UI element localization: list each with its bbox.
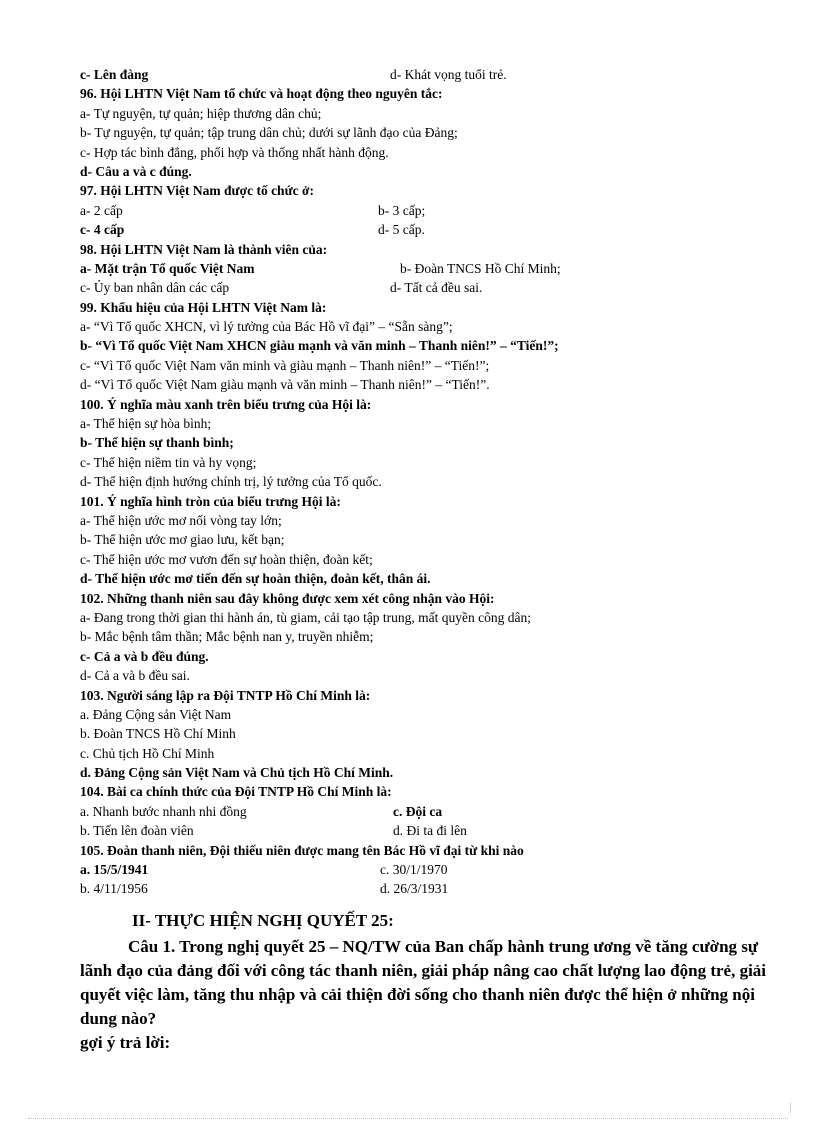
text-line xyxy=(80,278,770,297)
line-text: d- Thể hiện ước mơ tiến đến sự hoàn thiện, đoàn kết, thân ái. xyxy=(80,571,431,587)
line-text: 104. Bài ca chính thức của Đội TNTP Hồ Chí Minh là: xyxy=(80,784,392,800)
line-text: d- Câu a và c đúng. xyxy=(80,163,192,179)
text-line xyxy=(80,569,770,588)
document-page xyxy=(80,65,770,1055)
text-line xyxy=(80,65,770,84)
text-line xyxy=(80,763,770,782)
text-line xyxy=(80,589,770,608)
line-text-second-column: c. 30/1/1970 xyxy=(380,862,448,878)
text-line xyxy=(80,201,770,220)
text-line xyxy=(80,608,770,627)
line-text: a. Đảng Cộng sản Việt Nam xyxy=(80,706,232,722)
question-list xyxy=(80,65,770,899)
line-text: 105. Đoàn thanh niên, Đội thiếu niên được mang tên Bác Hồ vĩ đại từ khi nào xyxy=(80,842,524,858)
line-text: c- “Vì Tổ quốc Việt Nam văn minh và giàu mạnh – Thanh niên!” – “Tiến!”; xyxy=(80,357,490,373)
line-text-second-column: d- Tất cả đều sai. xyxy=(390,280,483,296)
line-text: a- Thể hiện ước mơ nối vòng tay lớn; xyxy=(80,512,282,528)
question-paragraph: Câu 1. Trong nghị quyết 25 – NQ/TW của Ban chấp hành trung ương về tăng cường sự lãnh đạo của đảng đối với công tác thanh niên, giải pháp nâng cao chất lượng lao động trẻ, giải quyết việc làm, tăng thu nhập và cải thiện đời sống cho thanh niên được thể hiện ở những nội dung nào? xyxy=(80,936,767,1028)
text-line xyxy=(80,298,770,317)
text-line xyxy=(80,666,770,685)
line-text: c- Lên đàng xyxy=(80,67,149,82)
text-line xyxy=(80,240,770,259)
answer-hint: gợi ý trả lời: xyxy=(80,1032,171,1052)
text-line xyxy=(80,104,770,123)
line-text: c- Thể hiện niềm tin và hy vọng; xyxy=(80,454,257,470)
line-text-second-column: d. 26/3/1931 xyxy=(380,881,449,897)
text-line xyxy=(80,724,770,743)
section-heading: II- THỰC HIỆN NGHỊ QUYẾT 25: xyxy=(132,910,394,930)
line-text: d- Thể hiện định hướng chính trị, lý tưởng của Tổ quốc. xyxy=(80,474,382,490)
line-text: 96. Hội LHTN Việt Nam tổ chức và hoạt động theo nguyên tắc: xyxy=(80,86,443,102)
line-text: a. Nhanh bước nhanh nhi đồng xyxy=(80,803,247,819)
line-text: 97. Hội LHTN Việt Nam được tổ chức ở: xyxy=(80,183,315,199)
text-line xyxy=(80,453,770,472)
line-text: a- Thể hiện sự hòa bình; xyxy=(80,416,212,432)
line-text-second-column: d- Khát vọng tuổi trẻ. xyxy=(390,67,507,82)
text-line xyxy=(80,627,770,646)
page-corner-mark xyxy=(790,1103,801,1113)
text-line xyxy=(80,123,770,142)
page-bottom-rule xyxy=(28,1118,788,1119)
line-text: b- Thể hiện ước mơ giao lưu, kết bạn; xyxy=(80,532,285,548)
line-text: 100. Ý nghĩa màu xanh trên biểu trưng của Hội là: xyxy=(80,396,372,412)
line-text: b. 4/11/1956 xyxy=(80,881,148,897)
text-line xyxy=(80,821,770,840)
line-text: 98. Hội LHTN Việt Nam là thành viên của: xyxy=(80,241,328,257)
text-line xyxy=(80,879,770,898)
line-text: d- Cả a và b đều sai. xyxy=(80,668,190,684)
line-text: c- Hợp tác bình đẳng, phối hợp và thống nhất hành động. xyxy=(80,144,389,160)
text-line xyxy=(80,317,770,336)
line-text: 101. Ý nghĩa hình tròn của biểu trưng Hội là: xyxy=(80,493,341,509)
line-text-second-column: d. Đi ta đi lên xyxy=(393,823,467,839)
line-text: 103. Người sáng lập ra Đội TNTP Hồ Chí Minh là: xyxy=(80,687,371,703)
text-line xyxy=(80,841,770,860)
text-line xyxy=(80,705,770,724)
line-text: b. Tiến lên đoàn viên xyxy=(80,823,194,839)
line-text: b- “Vì Tổ quốc Việt Nam XHCN giàu mạnh và văn minh – Thanh niên!” – “Tiến!”; xyxy=(80,338,559,354)
text-line xyxy=(80,550,770,569)
text-line xyxy=(80,414,770,433)
text-line xyxy=(80,530,770,549)
line-text: c- 4 cấp xyxy=(80,222,125,238)
line-text: b. Đoàn TNCS Hồ Chí Minh xyxy=(80,726,236,742)
line-text: 102. Những thanh niên sau đây không được xem xét công nhận vào Hội: xyxy=(80,590,495,606)
text-line xyxy=(80,686,770,705)
text-line xyxy=(80,336,770,355)
text-line xyxy=(80,162,770,181)
text-line xyxy=(80,259,770,278)
text-line xyxy=(80,395,770,414)
text-line xyxy=(80,744,770,763)
line-text: a- Tự nguyện, tự quản; hiệp thương dân chủ; xyxy=(80,105,322,121)
line-text-second-column: d- 5 cấp. xyxy=(378,222,425,238)
line-text: a- 2 cấp xyxy=(80,202,123,218)
line-text: a- Đang trong thời gian thi hành án, tù giam, cải tạo tập trung, mất quyền công dân; xyxy=(80,609,532,625)
text-line xyxy=(80,472,770,491)
line-text: b- Thể hiện sự thanh bình; xyxy=(80,435,234,451)
text-line xyxy=(80,647,770,666)
text-line xyxy=(80,356,770,375)
line-text-second-column: b- 3 cấp; xyxy=(378,202,426,218)
line-text: a- “Vì Tổ quốc XHCN, vì lý tưởng của Bác Hồ vĩ đại” – “Sẵn sàng”; xyxy=(80,319,453,335)
line-text: b- Mắc bệnh tâm thần; Mắc bệnh nan y, truyền nhiễm; xyxy=(80,629,374,645)
line-text: 99. Khẩu hiệu của Hội LHTN Việt Nam là: xyxy=(80,299,327,315)
text-line xyxy=(80,143,770,162)
line-text: c- Ủy ban nhân dân các cấp xyxy=(80,280,230,296)
line-text: b- Tự nguyện, tự quản; tập trung dân chủ; dưới sự lãnh đạo của Đảng; xyxy=(80,125,458,141)
line-text: c- Cả a và b đều đúng. xyxy=(80,648,209,664)
line-text: c- Thể hiện ước mơ vươn đến sự hoàn thiện, đoàn kết; xyxy=(80,551,373,567)
text-line xyxy=(80,181,770,200)
line-text: a. 15/5/1941 xyxy=(80,862,149,878)
line-text: c. Chủ tịch Hồ Chí Minh xyxy=(80,745,215,761)
line-text: d- “Vì Tổ quốc Việt Nam giàu mạnh và văn minh – Thanh niên!” – “Tiến!”. xyxy=(80,377,490,393)
text-line xyxy=(80,84,770,103)
text-line xyxy=(80,782,770,801)
text-line xyxy=(80,511,770,530)
line-text: d. Đảng Cộng sản Việt Nam và Chủ tịch Hồ Chí Minh. xyxy=(80,765,394,781)
line-text-second-column: b- Đoàn TNCS Hồ Chí Minh; xyxy=(400,260,561,276)
line-text: a- Mặt trận Tổ quốc Việt Nam xyxy=(80,260,255,276)
text-line xyxy=(80,375,770,394)
text-line xyxy=(80,860,770,879)
text-line xyxy=(80,492,770,511)
text-line xyxy=(80,433,770,452)
text-line xyxy=(80,220,770,239)
line-text-second-column: c. Đội ca xyxy=(393,803,443,819)
text-line xyxy=(80,802,770,821)
